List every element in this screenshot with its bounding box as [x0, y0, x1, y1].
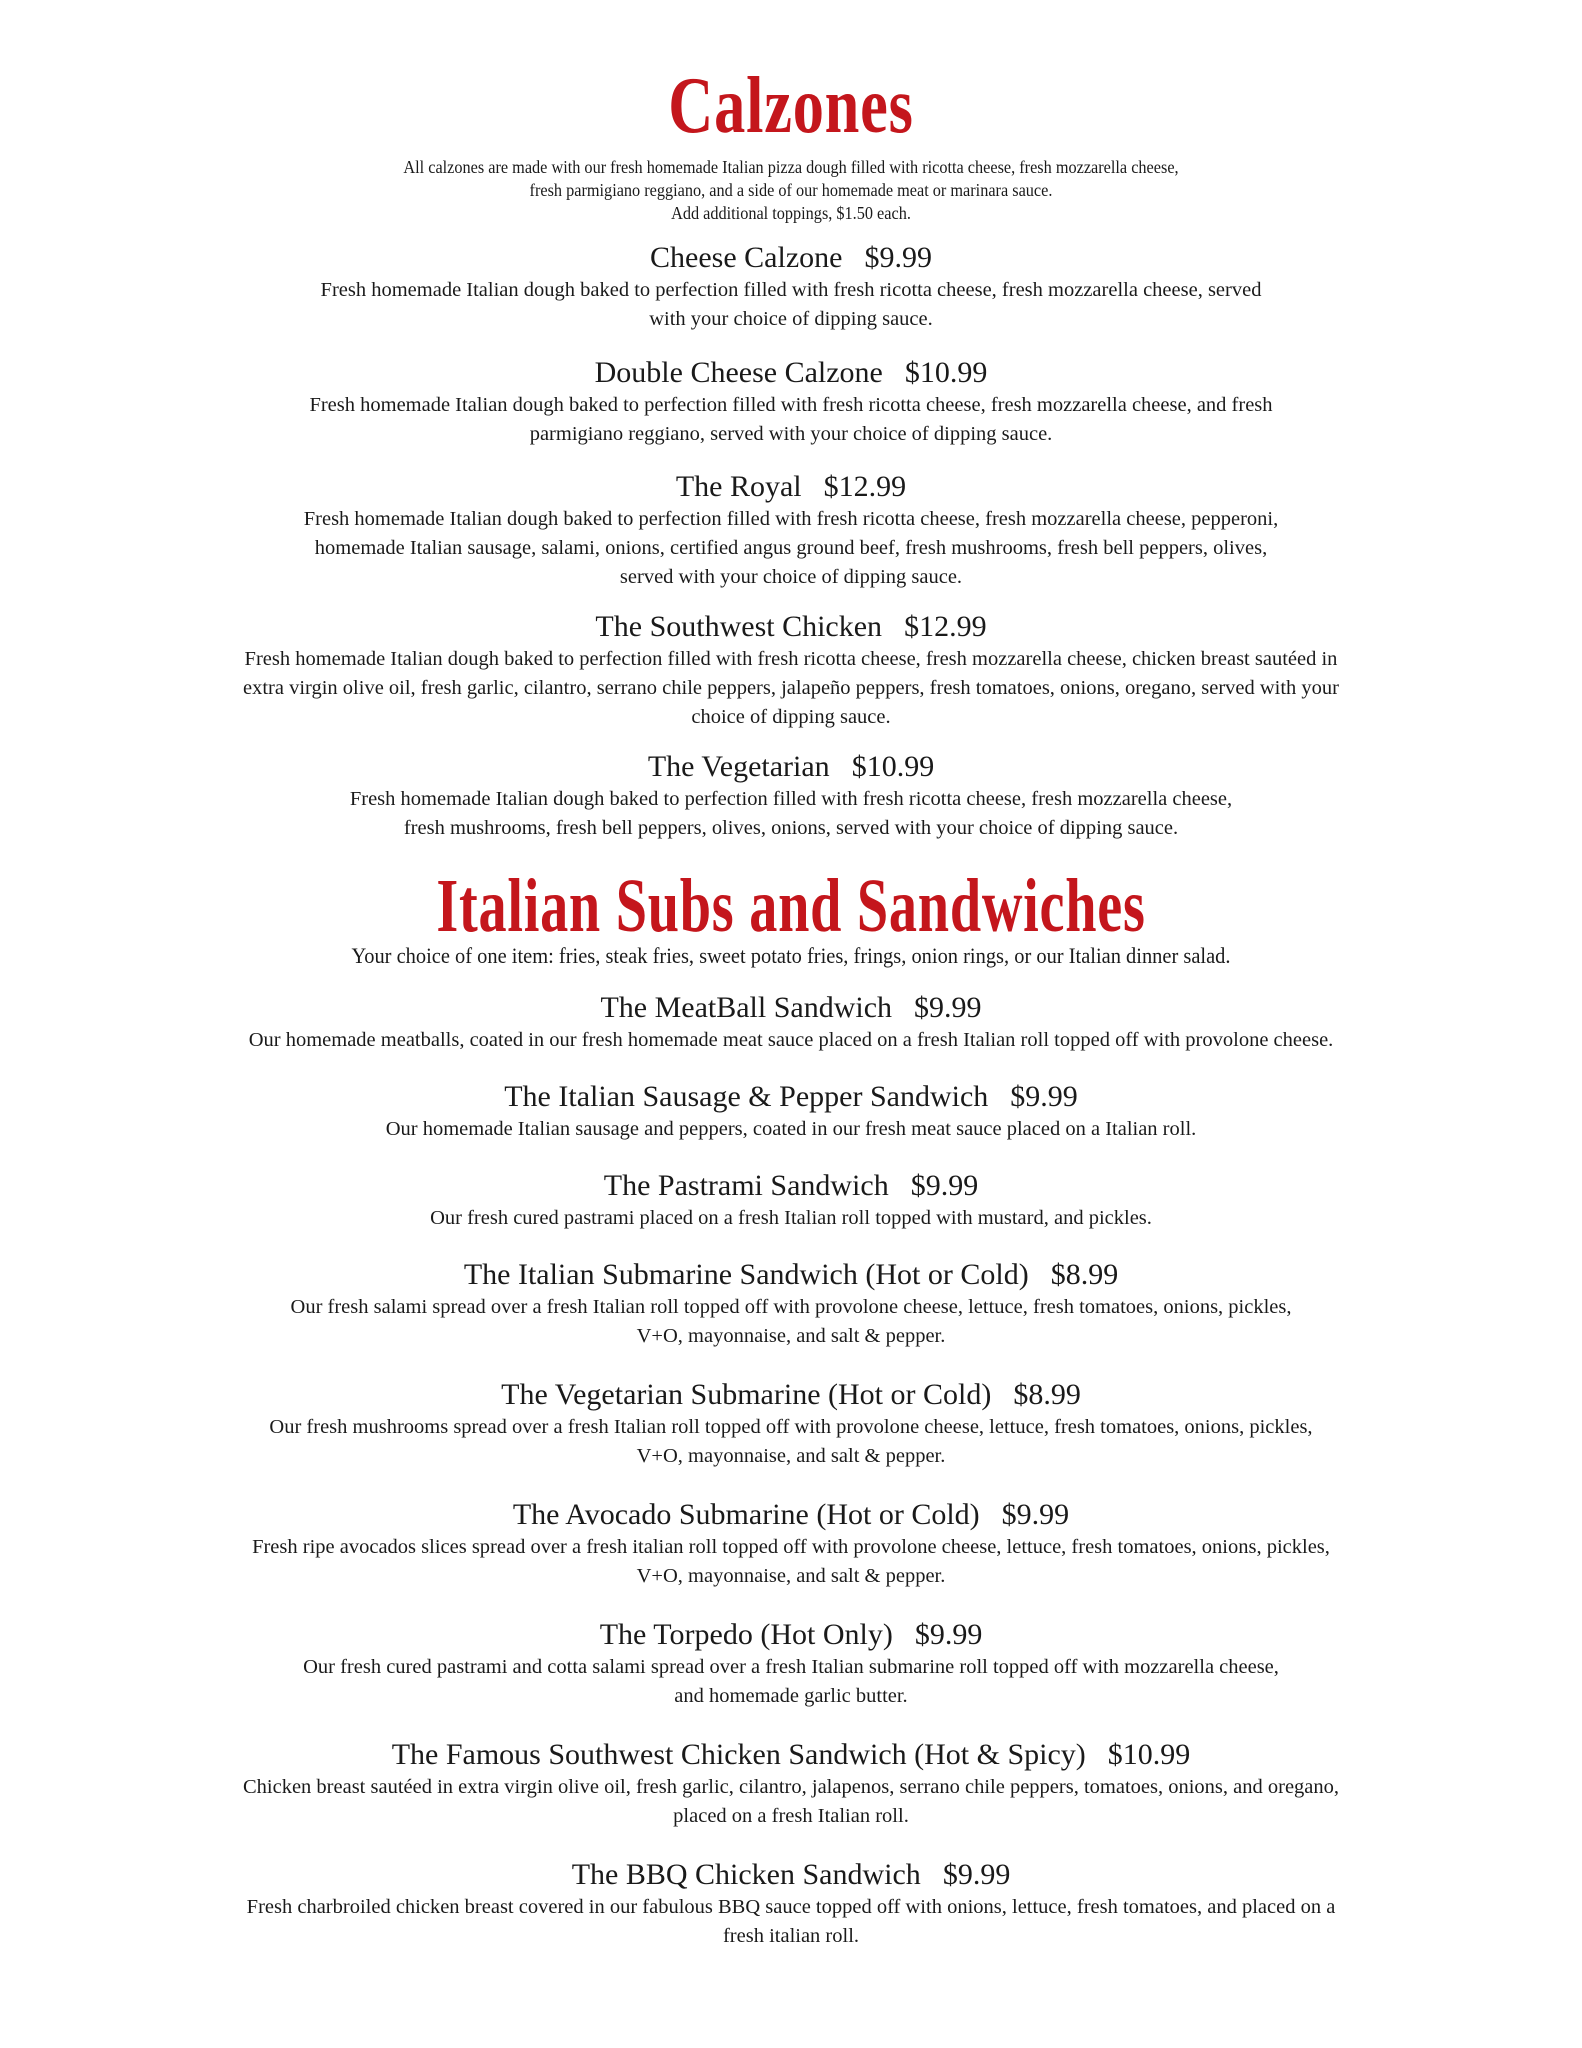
menu-item-price: $12.99 — [904, 610, 987, 643]
menu-item-heading — [80, 240, 1502, 276]
menu-item-price: $12.99 — [823, 470, 907, 503]
menu-item-description — [80, 1533, 1502, 1591]
menu-item-name: The Avocado Submarine (Hot or Cold) — [512, 1498, 980, 1531]
menu-item-description-line: parmigiano reggiano, served with your choice of dipping sauce. — [529, 423, 1053, 445]
menu-item-heading — [80, 355, 1502, 391]
menu-item-famous-southwest-chicken-sandwich — [80, 1737, 1502, 1831]
menu-item-description-line: Our fresh cured pastrami placed on a fresh Italian roll topped with mustard, and pickles. — [430, 1207, 1152, 1229]
subs-title: Italian Subs and Sandwiches — [436, 864, 1146, 948]
menu-item-heading — [80, 1079, 1502, 1115]
menu-item-italian-submarine-sandwich — [80, 1257, 1502, 1351]
menu-item-name: The Famous Southwest Chicken Sandwich (Hot & Spicy) — [391, 1738, 1086, 1771]
menu-item-avocado-submarine — [80, 1497, 1502, 1591]
menu-item-heading — [80, 609, 1502, 645]
menu-item-cheese-calzone — [80, 240, 1502, 334]
menu-item-description-line: Our fresh salami spread over a fresh Italian roll topped off with provolone cheese, lettuce, fresh tomatoes, onions, pickles, — [290, 1296, 1292, 1318]
menu-item-heading — [80, 1168, 1502, 1204]
menu-item-the-southwest-chicken — [80, 609, 1502, 732]
menu-item-description-line: Fresh charbroiled chicken breast covered in our fabulous BBQ sauce topped off with onions, lettuce, fresh tomatoes, and placed on a — [246, 1896, 1336, 1918]
menu-item-description — [80, 1293, 1502, 1351]
menu-item-description-line: fresh mushrooms, fresh bell peppers, olives, onions, served with your choice of dipping sauce. — [403, 817, 1179, 839]
calzones-intro — [0, 156, 1582, 225]
menu-item-name: Double Cheese Calzone — [594, 356, 883, 389]
menu-item-heading — [80, 990, 1502, 1026]
menu-item-name: The Vegetarian — [647, 750, 830, 783]
menu-item-description-line: homemade Italian sausage, salami, onions, certified angus ground beef, fresh mushrooms, fresh bell peppers, olives, — [314, 537, 1268, 559]
menu-item-description-line: Our fresh mushrooms spread over a fresh Italian roll topped off with provolone cheese, lettuce, fresh tomatoes, onions, pickles, — [269, 1416, 1313, 1438]
menu-item-name: Cheese Calzone — [650, 241, 843, 274]
menu-item-price: $9.99 — [914, 1618, 983, 1651]
menu-item-description — [80, 391, 1502, 449]
menu-item-vegetarian-submarine — [80, 1377, 1502, 1471]
menu-item-the-vegetarian — [80, 749, 1502, 843]
menu-item-description — [80, 1893, 1502, 1951]
menu-item-heading — [80, 1257, 1502, 1293]
calzones-intro-line: fresh parmigiano reggiano, and a side of our homemade meat or marinara sauce. — [529, 180, 1053, 200]
menu-item-description-line: V+O, mayonnaise, and salt & pepper. — [636, 1565, 946, 1587]
menu-item-heading — [80, 1497, 1502, 1533]
menu-item-description — [80, 1413, 1502, 1471]
menu-item-heading — [80, 749, 1502, 785]
menu-item-description-line: choice of dipping sauce. — [691, 706, 891, 728]
menu-item-name: The MeatBall Sandwich — [600, 991, 893, 1024]
menu-item-description-line: Fresh homemade Italian dough baked to perfection filled with fresh ricotta cheese, fresh mozzarella cheese, and fresh — [309, 394, 1273, 416]
menu-item-description-line: Fresh homemade Italian dough baked to perfection filled with fresh ricotta cheese, fresh mozzarella cheese, chicken breast sautéed in — [244, 648, 1338, 670]
menu-item-name: The Southwest Chicken — [595, 610, 883, 643]
menu-item-price: $10.99 — [851, 750, 935, 783]
menu-item-the-torpedo — [80, 1617, 1502, 1711]
menu-item-price: $10.99 — [1107, 1738, 1191, 1771]
menu-item-italian-sausage-pepper-sandwich — [80, 1079, 1502, 1144]
menu-item-description — [80, 1653, 1502, 1711]
menu-item-heading — [80, 1617, 1502, 1653]
subs-intro-line: Your choice of one item: fries, steak fries, sweet potato fries, frings, onion rings, or our Italian dinner salad. — [351, 943, 1231, 968]
menu-item-description-line: Our homemade Italian sausage and peppers, coated in our fresh meat sauce placed on a Italian roll. — [385, 1118, 1197, 1140]
menu-item-price: $8.99 — [1050, 1258, 1119, 1291]
menu-item-description — [80, 1204, 1502, 1233]
menu-item-meatball-sandwich — [80, 990, 1502, 1055]
menu-item-description — [80, 785, 1502, 843]
menu-item-name: The Italian Submarine Sandwich (Hot or Cold) — [463, 1258, 1029, 1291]
menu-item-description — [80, 645, 1502, 732]
menu-item-heading — [80, 1857, 1502, 1893]
menu-item-description-line: Our homemade meatballs, coated in our fresh homemade meat sauce placed on a fresh Italian roll topped off with provolone cheese. — [248, 1029, 1334, 1051]
menu-item-heading — [80, 469, 1502, 505]
menu-item-price: $8.99 — [1013, 1378, 1081, 1411]
menu-item-heading — [80, 1737, 1502, 1773]
menu-item-description — [80, 1773, 1502, 1831]
menu-item-description-line: placed on a fresh Italian roll. — [673, 1805, 909, 1827]
menu-item-price: $10.99 — [904, 356, 988, 389]
menu-item-name: The Vegetarian Submarine (Hot or Cold) — [501, 1378, 992, 1411]
menu-item-price: $9.99 — [914, 991, 982, 1024]
menu-item-price: $9.99 — [910, 1169, 979, 1202]
calzones-intro-line: All calzones are made with our fresh homemade Italian pizza dough filled with ricotta cheese, fresh mozzarella cheese, — [403, 157, 1179, 177]
menu-item-description-line: fresh italian roll. — [722, 1925, 860, 1947]
menu-item-name: The Pastrami Sandwich — [603, 1169, 889, 1202]
menu-item-description-line: with your choice of dipping sauce. — [649, 308, 933, 330]
menu-item-description-line: Fresh homemade Italian dough baked to perfection filled with fresh ricotta cheese, fresh mozzarella cheese, pepperoni, — [303, 508, 1279, 530]
menu-item-pastrami-sandwich — [80, 1168, 1502, 1233]
menu-item-price: $9.99 — [942, 1858, 1011, 1891]
menu-item-description-line: served with your choice of dipping sauce. — [619, 566, 963, 588]
menu-item-description-line: Fresh ripe avocados slices spread over a fresh italian roll topped off with provolone cheese, lettuce, fresh tomatoes, onions, pickles, — [252, 1536, 1330, 1558]
menu-item-price: $9.99 — [1010, 1080, 1078, 1113]
calzones-intro-line: Add additional toppings, $1.50 each. — [671, 203, 911, 223]
menu-item-description-line: Fresh homemade Italian dough baked to perfection filled with fresh ricotta cheese, fresh mozzarella cheese, served — [320, 279, 1262, 301]
menu-item-name: The Torpedo (Hot Only) — [599, 1618, 893, 1651]
menu-item-heading — [80, 1377, 1502, 1413]
menu-item-name: The Italian Sausage & Pepper Sandwich — [504, 1080, 989, 1113]
menu-item-double-cheese-calzone — [80, 355, 1502, 449]
menu-item-price: $9.99 — [1001, 1498, 1070, 1531]
menu-item-description-line: Chicken breast sautéed in extra virgin olive oil, fresh garlic, cilantro, jalapenos, serrano chile peppers, tomatoes, onions, and oregano, — [242, 1776, 1340, 1798]
menu-item-description-line: Our fresh cured pastrami and cotta salami spread over a fresh Italian submarine roll topped off with mozzarella cheese, — [303, 1656, 1279, 1678]
menu-item-price: $9.99 — [864, 241, 932, 274]
menu-item-description — [80, 276, 1502, 334]
subs-intro — [0, 942, 1582, 970]
menu-item-the-royal — [80, 469, 1502, 592]
menu-item-description-line: and homemade garlic butter. — [674, 1685, 908, 1707]
menu-item-description-line: Fresh homemade Italian dough baked to perfection filled with fresh ricotta cheese, fresh mozzarella cheese, — [349, 788, 1233, 810]
calzones-title: Calzones — [668, 62, 914, 150]
menu-item-description-line: extra virgin olive oil, fresh garlic, cilantro, serrano chile peppers, jalapeño peppers, fresh tomatoes, onions, oregano, served with your — [242, 677, 1340, 699]
menu-item-name: The BBQ Chicken Sandwich — [571, 1858, 921, 1891]
menu-item-description-line: V+O, mayonnaise, and salt & pepper. — [636, 1445, 946, 1467]
menu-item-description — [80, 505, 1502, 592]
menu-item-bbq-chicken-sandwich — [80, 1857, 1502, 1951]
menu-item-name: The Royal — [675, 470, 802, 503]
menu-item-description — [80, 1026, 1502, 1055]
menu-item-description — [80, 1115, 1502, 1144]
menu-item-description-line: V+O, mayonnaise, and salt & pepper. — [636, 1325, 946, 1347]
